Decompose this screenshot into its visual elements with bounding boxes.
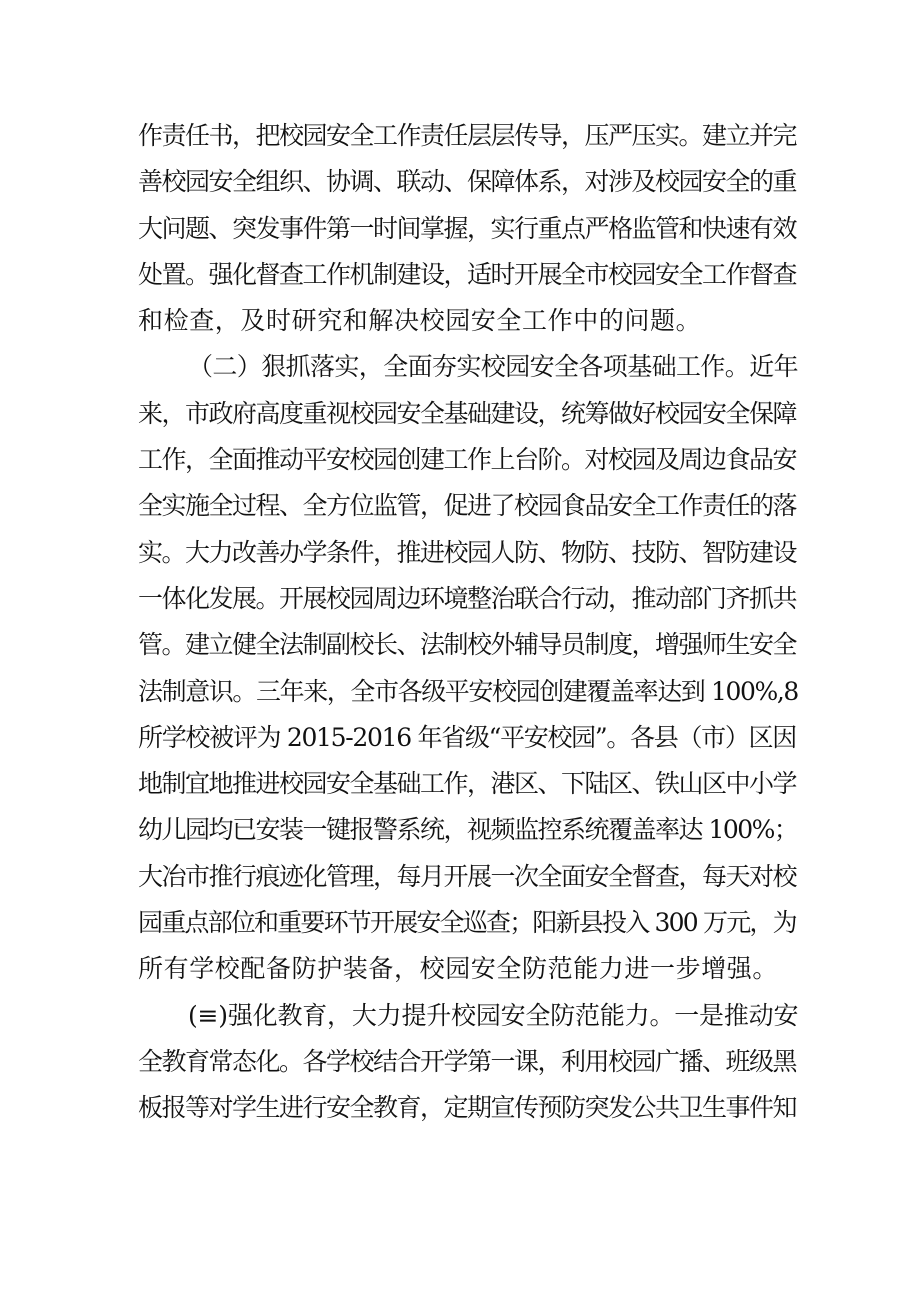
text-line-21: 全教育常态化。各学校结合开学第一课，利用校园广播、班级黑 (138, 1046, 797, 1076)
text-line-1: 作责任书，把校园安全工作责任层层传导，压严压实。建立并完 (138, 121, 797, 150)
text-line-10: 实。大力改善办学条件，推进校园人防、物防、技防、智防建设 (138, 537, 797, 567)
text-line-8: 工作，全面推动平安校园创建工作上台阶。对校园及周边食品安 (138, 445, 797, 475)
text-line-13: 法制意识。三年来，全市各级平安校园创建覆盖率达到 100%,8 (138, 676, 798, 706)
section-heading-2: （二）狠抓落实，全面夯实校园安全各项基础工作。近年 (188, 352, 799, 382)
text-line-2: 善校园安全组织、协调、联动、保障体系，对涉及校园安全的重 (138, 167, 797, 197)
text-line-7: 来，市政府高度重视校园安全基础建设，统筹做好校园安全保障 (138, 398, 797, 428)
text-line-9: 全实施全过程、全方位监管，促进了校园食品安全工作责任的落 (138, 491, 797, 521)
section-heading-3: (≡)强化教育，大力提升校园安全防范能力。一是推动安 (188, 1000, 799, 1030)
text-line-16: 幼儿园均已安装一键报警系统，视频监控系统覆盖率达 100%； (138, 815, 798, 845)
text-line-3: 大问题、突发事件第一时间掌握，实行重点严格监管和快速有效 (138, 213, 797, 243)
text-line-11: 一体化发展。开展校园周边环境整治联合行动，推动部门齐抓共 (138, 583, 797, 613)
text-line-15: 地制宜地推进校园安全基础工作，港区、下陆区、铁山区中小学 (138, 769, 797, 799)
text-line-14: 所学校被评为 2015-2016 年省级“平安校园”。各县（市）区因 (138, 722, 796, 752)
text-line-19: 所有学校配备防护装备，校园安全防范能力进一步增强。 (138, 954, 779, 984)
text-line-4: 处置。强化督查工作机制建设，适时开展全市校园安全工作督查 (138, 259, 797, 289)
text-line-5: 和检查，及时研究和解决校园安全工作中的问题。 (138, 306, 702, 336)
body-text (138, 113, 799, 1132)
text-line-17: 大冶市推行痕迹化管理，每月开展一次全面安全督查，每天对校 (138, 861, 797, 891)
text-line-12: 管。建立健全法制副校长、法制校外辅导员制度，增强师生安全 (138, 630, 797, 660)
text-line-22: 板报等对学生进行安全教育，定期宣传预防突发公共卫生事件知 (138, 1093, 797, 1123)
text-line-18: 园重点部位和重要环节开展安全巡查；阳新县投入 300 万元，为 (138, 908, 796, 938)
